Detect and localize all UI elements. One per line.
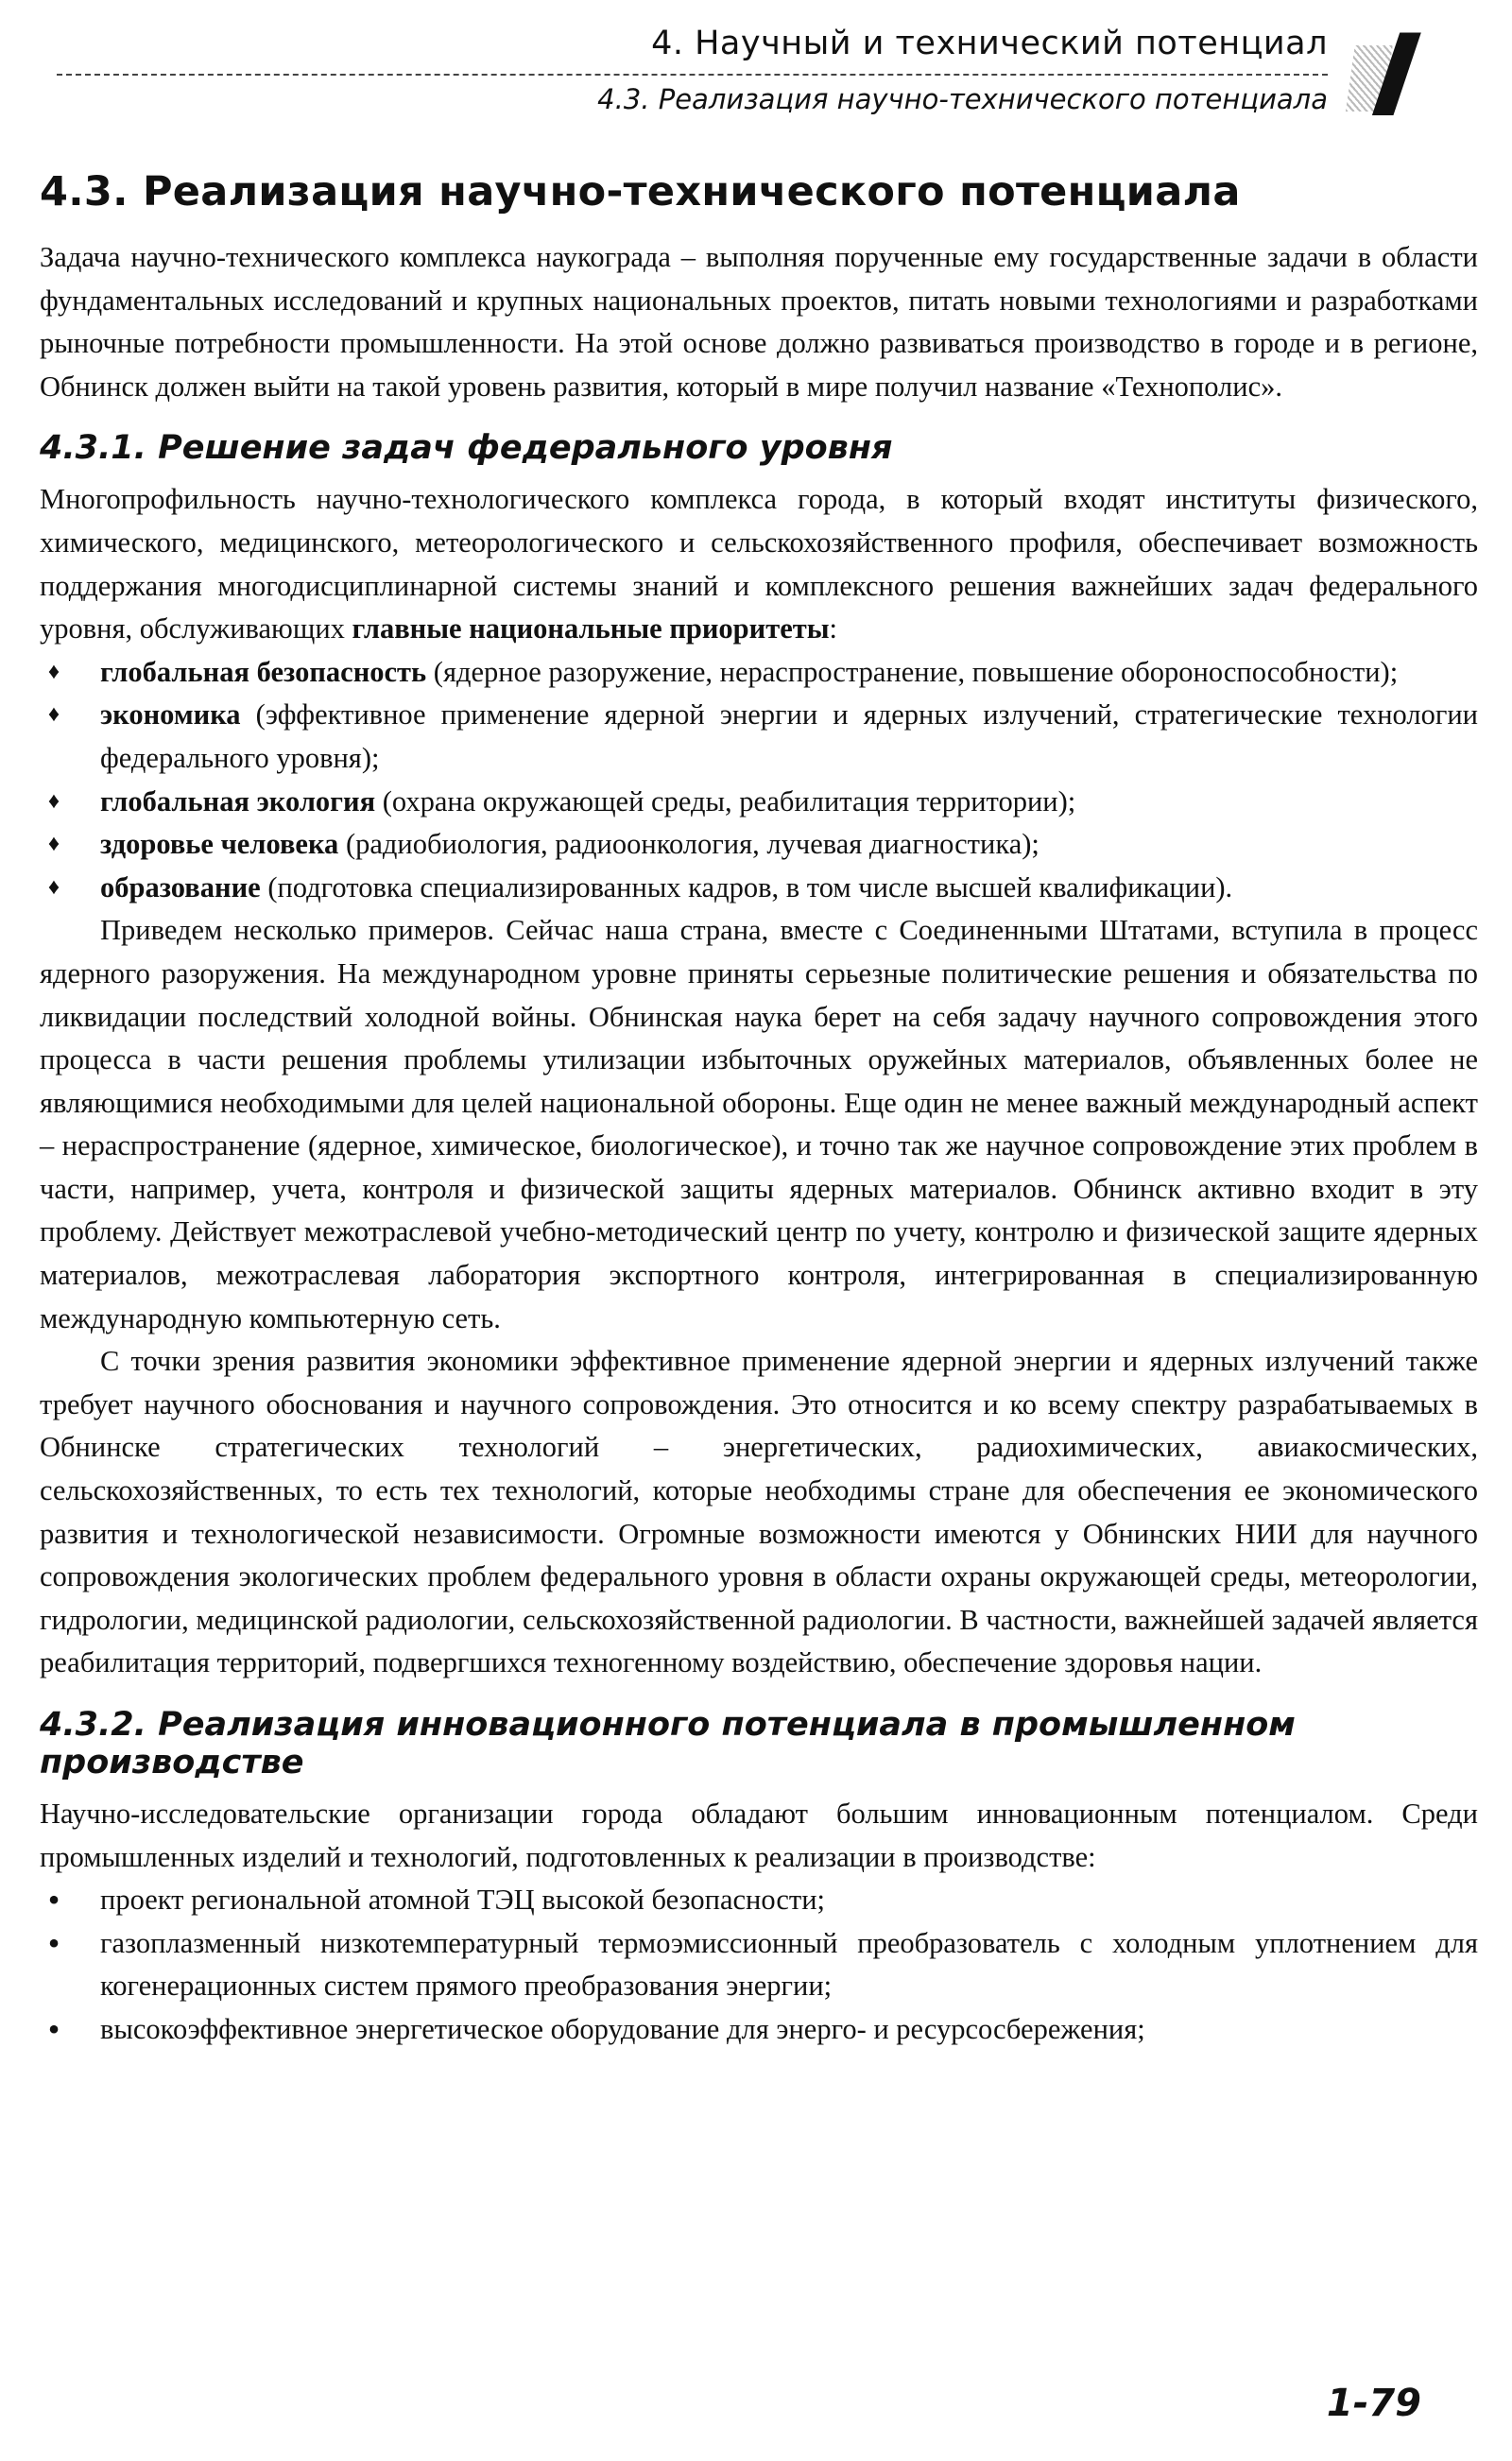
innovation-list	[40, 1879, 1478, 2051]
list-item	[40, 2008, 1478, 2052]
priority-text: (ядерное разоружение, нераспространение, повышение обороноспособности);	[426, 655, 1399, 688]
priority-term: экономика	[100, 698, 241, 731]
priority-text: (эффективное применение ядерной энергии и ядерных излучений, стратегические технологии федерального уровня);	[100, 698, 1478, 774]
subsection-title-federal: 4.3.1. Решение задач федерального уровня	[40, 429, 893, 468]
federal-lead	[40, 478, 1478, 650]
diamond-bullet-icon: ♦	[47, 788, 60, 814]
list-item	[40, 1879, 1478, 1922]
chapter-marker-icon: I	[1366, 11, 1427, 143]
priority-text: (радиобиология, радиоонкология, лучевая диагностика);	[338, 828, 1040, 861]
running-head-chapter: 4. Научный и технический потенциал	[651, 25, 1328, 62]
list-item	[40, 781, 1478, 824]
dot-bullet-icon: •	[47, 1923, 60, 1962]
federal-paragraph-examples: Приведем несколько примеров. Сейчас наша страна, вместе с Соединенными Штатами, вступила в процесс ядерного разоружения. На международном уровне приняты серьезные политические решения и обязательства по ликвидации последствий холодной войны. Обнинская наука берет на себя задачу научного сопровождения этого процесса в части решения проблемы утилизации избыточных оружейных материалов, объявленных более не являющимися необходимыми для целей национальной обороны. Еще один не менее важный международный аспект – нераспространение (ядерное, химическое, биологическое), и точно так же научное сопровождение этих проблем в части, например, учета, контроля и физической защиты ядерных материалов. Обнинск активно входит в эту проблему. Действует межотраслевой учебно-методический центр по учету, контролю и физической защите ядерных материалов, межотраслевая лаборатория экспортного контроля, интегрированная в специализированную международную компьютерную сеть.	[40, 914, 1478, 1334]
federal-lead-bold: главные национальные приоритеты	[352, 612, 830, 645]
diamond-bullet-icon: ♦	[47, 832, 60, 857]
priority-term: глобальная безопасность	[100, 655, 427, 688]
innovation-item-text: высокоэффективное энергетическое оборудование для энерго- и ресурсосбережения;	[100, 2012, 1145, 2045]
list-item	[40, 1922, 1478, 2008]
list-item	[40, 823, 1478, 867]
section-title: 4.3. Реализация научно-технического потенциала	[40, 168, 1241, 215]
diamond-bullet-icon: ♦	[47, 702, 60, 728]
innovation-lead: Научно-исследовательские организации города обладают большим инновационным потенциалом. Среди промышленных изделий и технологий, подготовленных к реализации в производстве:	[40, 1798, 1478, 1873]
list-item	[40, 867, 1478, 910]
priority-term: здоровье человека	[100, 828, 339, 861]
priority-text: (подготовка специализированных кадров, в том числе высшей квалификации).	[260, 870, 1233, 904]
running-head-rule	[57, 74, 1328, 76]
list-item	[40, 694, 1478, 780]
priority-text: (охрана окружающей среды, реабилитация территории);	[375, 784, 1076, 817]
diamond-bullet-icon: ♦	[47, 874, 60, 900]
innovation-item-text: проект региональной атомной ТЭЦ высокой безопасности;	[100, 1884, 826, 1917]
section-intro: Задача научно-технического комплекса наукограда – выполняя порученные ему государственные задачи в области фундаментальных исследований и крупных национальных проектов, питать новыми технологиями и разработками рыночные потребности промышленности. На этой основе должно развиваться производство в городе и в регионе, Обнинск должен выйти на такой уровень развития, который в мире получил название «Технополис».	[40, 241, 1478, 403]
page-number: 1-79	[1326, 2382, 1421, 2425]
priorities-list	[40, 651, 1478, 910]
page-content	[40, 168, 1478, 2052]
running-head	[57, 11, 1455, 143]
innovation-item-text: газоплазменный низкотемпературный термоэмиссионный преобразователь с холодным уплотнением для когенерационных систем прямого преобразования энергии;	[100, 1926, 1478, 2003]
federal-paragraph-economy: С точки зрения развития экономики эффективное применение ядерной энергии и ядерных излучений также требует научного обоснования и научного сопровождения. Это относится и ко всему спектру разрабатываемых в Обнинске стратегических технологий – энергетических, радиохимических, авиакосмических, сельскохозяйственных, то есть тех технологий, которые необходимы стране для обеспечения ее экономического развития и технологической независимости. Огромные возможности имеются у Обнинских НИИ для научного сопровождения экологических проблем федерального уровня в области охраны окружающей среды, метеорологии, гидрологии, медицинской радиологии, сельскохозяйственной радиологии. В частности, важнейшей задачей является реабилитация территорий, подвергшихся техногенному воздействию, обеспечение здоровья нации.	[40, 1345, 1478, 1679]
dot-bullet-icon: •	[47, 1881, 60, 1919]
list-item	[40, 651, 1478, 695]
diamond-bullet-icon: ♦	[47, 659, 60, 684]
dot-bullet-icon: •	[47, 2009, 60, 2048]
priority-term: глобальная экология	[100, 784, 376, 817]
subsection-title-innovation: 4.3.2. Реализация инновационного потенциала в промышленном производстве	[40, 1706, 1296, 1781]
federal-lead-end: :	[829, 612, 838, 645]
priority-term: образование	[100, 870, 261, 904]
running-head-section: 4.3. Реализация научно-технического потенциала	[597, 83, 1328, 115]
federal-lead-text: Многопрофильность научно-технологического комплекса города, в который входят институты физического, химического, медицинского, метеорологического и сельскохозяйственного профиля, обеспечивает возможность поддержания многодисциплинарной системы знаний и комплексного решения важнейших задач федерального уровня, обслуживающих	[40, 483, 1478, 645]
